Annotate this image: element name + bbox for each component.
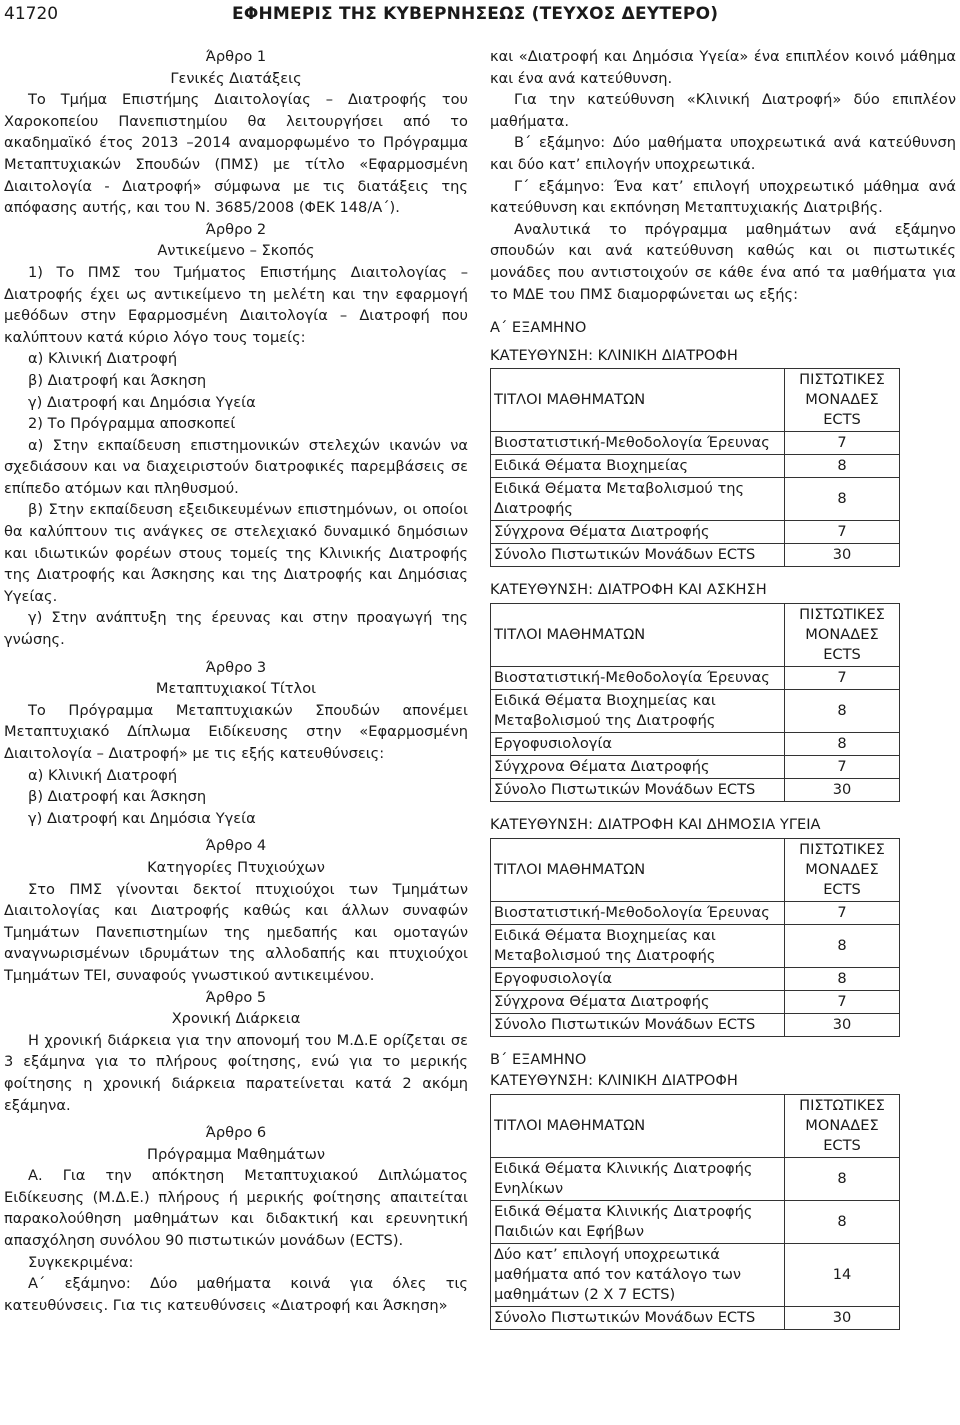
course-title: Ειδικά Θέματα Βιοχημείας και Μεταβολισμού της Διατροφής (491, 924, 785, 967)
course-title: Δύο κατ’ επιλογή υποχρεωτικά μαθήματα από τον κατάλογο των μαθημάτων (2 Χ 7 ECTS) (491, 1243, 785, 1306)
course-credits: 8 (785, 732, 900, 755)
table-4-heading: ΚΑΤΕΥΘΥΝΣΗ: ΚΛΙΝΙΚΗ ΔΙΑΤΡΟΦΗ (490, 1072, 738, 1090)
table-header-row (491, 838, 900, 901)
table-header-row (491, 369, 900, 432)
course-title: Σύγχρονα Θέματα Διατροφής (491, 755, 785, 778)
course-title: Βιοστατιστική-Μεθοδολογία Έρευνας (491, 432, 785, 455)
table-row (491, 732, 900, 755)
table-header-row (491, 603, 900, 666)
course-credits: 14 (785, 1243, 900, 1306)
article-2-item-2: 2) Το Πρόγραμμα αποσκοπεί (28, 415, 236, 433)
table-row (491, 755, 900, 778)
total-label: Σύνολο Πιστωτικών Μονάδων ECTS (491, 1306, 785, 1329)
course-table-public-health-a (490, 838, 900, 1037)
right-text-5: Αναλυτικά το πρόγραμμα μαθημάτων ανά εξάμηνο σπουδών και ανά κατεύθυνση καθώς και οι πιστωτικές μονάδες που αντιστοιχούν σε κάθε ένα από τα μαθήματα για το ΜΔΕ του ΠΜΣ διαμορφώνεται ως εξής: (490, 220, 956, 303)
course-title: Ειδικά Θέματα Μεταβολισμού της Διατροφής (491, 478, 785, 521)
article-5-text: Η χρονική διάρκεια για την απονομή του Μ.Δ.Ε ορίζεται σε 3 εξάμηνα για το πλήρους φοίτησης, ενώ για το μερικής φοίτησης η χρονική διάρκεια παρατείνεται κατά 2 ακόμη εξάμηνα. (4, 1031, 468, 1114)
table-3-heading: ΚΑΤΕΥΘΥΝΣΗ: ΔΙΑΤΡΟΦΗ ΚΑΙ ΔΗΜΟΣΙΑ ΥΓΕΙΑ (490, 815, 821, 833)
table-row (491, 901, 900, 924)
col-title-header: ΤΙΤΛΟΙ ΜΑΘΗΜΑΤΩΝ (491, 838, 785, 901)
table-1-heading: ΚΑΤΕΥΘΥΝΣΗ: ΚΛΙΝΙΚΗ ΔΙΑΤΡΟΦΗ (490, 346, 738, 364)
course-title: Εργοφυσιολογία (491, 967, 785, 990)
article-2-text-4: γ) Στην ανάπτυξη της έρευνας και στην προαγωγή της γνώσης. (4, 609, 468, 649)
page-header (0, 0, 960, 34)
article-2-text-3: β) Στην εκπαίδευση εξειδικευμένων επιστημόνων, οι οποίοι θα καλύπτουν τις ανάγκες σε στελεχιακό δυναμικό δημόσιων και ιδιωτικών φορέων στους τομείς της Κλινικής Διατροφής της Διατροφής και Άσκησης και της Διατροφής και Δημόσιας Υγείας. (4, 501, 468, 605)
table-total-row (491, 1013, 900, 1036)
page-number: 41720 (4, 4, 59, 24)
article-2-item-b: β) Διατροφή και Άσκηση (28, 371, 207, 389)
total-credits: 30 (785, 544, 900, 567)
table-row (491, 478, 900, 521)
course-title: Ειδικά Θέματα Βιοχημείας και Μεταβολισμού της Διατροφής (491, 689, 785, 732)
course-title: Σύγχρονα Θέματα Διατροφής (491, 521, 785, 544)
course-credits: 8 (785, 967, 900, 990)
table-row (491, 455, 900, 478)
table-total-row (491, 544, 900, 567)
total-credits: 30 (785, 1306, 900, 1329)
article-2-text-2: α) Στην εκπαίδευση επιστημονικών στελεχών ικανών να σχεδιάσουν και να διαχειριστούν διατροφικές παρεμβάσεις σε επίπεδο ατόμων και πληθυσμού. (4, 436, 468, 497)
article-6-title: Άρθρο 6 (205, 1124, 267, 1142)
right-text-4: Γ΄ εξάμηνο: Ένα κατ’ επιλογή υποχρεωτικό μάθημα ανά κατεύθυνση και εκπόνηση Μεταπτυχιακής Διατριβής. (490, 177, 956, 217)
semester-b-heading: Β΄ ΕΞΑΜΗΝΟ (490, 1050, 587, 1068)
article-6-text-2: Συγκεκριμένα: (28, 1253, 134, 1271)
article-2-item-c: γ) Διατροφή και Δημόσια Υγεία (28, 393, 256, 411)
col-credits-header: ΠΙΣΤΩΤΙΚΕΣ ΜΟΝΑΔΕΣ ECTS (785, 369, 900, 432)
table-row (491, 1243, 900, 1306)
course-table-clinical-b (490, 1094, 900, 1330)
course-credits: 8 (785, 1157, 900, 1200)
semester-a-heading: Α΄ ΕΞΑΜΗΝΟ (490, 319, 587, 337)
total-label: Σύνολο Πιστωτικών Μονάδων ECTS (491, 1013, 785, 1036)
right-column (490, 46, 956, 1330)
course-title: Ειδικά Θέματα Βιοχημείας (491, 455, 785, 478)
course-credits: 7 (785, 755, 900, 778)
article-1-text: Το Τμήμα Επιστήμης Διαιτολογίας – Διατροφής του Χαροκοπείου Πανεπιστημίου θα λειτουργήσει από το ακαδημαϊκό έτος 2013 –2014 αναμορφωμένο το Πρόγραμμα Μεταπτυχιακών Σπουδών (ΠΜΣ) με τίτλο «Εφαρμοσμένη Διαιτολογία - Διατροφή» σύμφωνα με τις διατάξεις της απόφασης αυτής, και του Ν. 3685/2008 (ΦΕΚ 148/Α΄). (4, 91, 468, 217)
article-4-title: Άρθρο 4 (205, 837, 267, 855)
article-6-subtitle: Πρόγραμμα Μαθημάτων (147, 1145, 325, 1163)
table-row (491, 432, 900, 455)
total-label: Σύνολο Πιστωτικών Μονάδων ECTS (491, 778, 785, 801)
total-credits: 30 (785, 1013, 900, 1036)
article-6-text-1: Α. Για την απόκτηση Μεταπτυχιακού Διπλώματος Ειδίκευσης (Μ.Δ.Ε.) πλήρους ή μερικής φοίτησης απαιτείται παρακολούθηση μαθημάτων και διδακτική και ερευνητική απασχόληση συνόλου 90 πιστωτικών μονάδων (ECTS). (4, 1167, 468, 1250)
col-title-header: ΤΙΤΛΟΙ ΜΑΘΗΜΑΤΩΝ (491, 1094, 785, 1157)
table-row (491, 689, 900, 732)
course-credits: 7 (785, 901, 900, 924)
table-row (491, 1157, 900, 1200)
col-credits-header: ΠΙΣΤΩΤΙΚΕΣ ΜΟΝΑΔΕΣ ECTS (785, 1094, 900, 1157)
article-2-text-1: 1) Το ΠΜΣ του Τμήματος Επιστήμης Διαιτολογίας – Διατροφής έχει ως αντικείμενο τη μελέτη και την εφαρμογή μεθόδων στην Εφαρμοσμένη Διαιτολογία – Διατροφή που καλύπτουν κατά κύριο λόγο τους τομείς: (4, 263, 468, 346)
course-table-clinical-a (490, 368, 900, 567)
article-3-title: Άρθρο 3 (205, 658, 267, 676)
course-title: Σύγχρονα Θέματα Διατροφής (491, 990, 785, 1013)
col-title-header: ΤΙΤΛΟΙ ΜΑΘΗΜΑΤΩΝ (491, 369, 785, 432)
course-credits: 7 (785, 521, 900, 544)
total-credits: 30 (785, 778, 900, 801)
table-total-row (491, 778, 900, 801)
course-title: Βιοστατιστική-Μεθοδολογία Έρευνας (491, 901, 785, 924)
course-credits: 7 (785, 666, 900, 689)
gazette-title: ΕΦΗΜΕΡΙΣ ΤΗΣ ΚΥΒΕΡΝΗΣΕΩΣ (ΤΕΥΧΟΣ ΔΕΥΤΕΡΟ) (232, 4, 719, 24)
article-6-text-3: Α΄ εξάμηνο: Δύο μαθήματα κοινά για όλες τις κατευθύνσεις. Για τις κατευθύνσεις «Διατροφή και Άσκηση» (4, 1275, 468, 1314)
col-credits-header: ΠΙΣΤΩΤΙΚΕΣ ΜΟΝΑΔΕΣ ECTS (785, 838, 900, 901)
table-row (491, 521, 900, 544)
article-4-text: Στο ΠΜΣ γίνονται δεκτοί πτυχιούχοι των Τμημάτων Διαιτολογίας και Διατροφής καθώς και άλλων συναφών Τμημάτων Πανεπιστημίων της ημεδαπής και ομοταγών αναγνωρισμένων ιδρυμάτων της αλλοδαπής και πτυχιούχοι Τμημάτων ΤΕΙ, συναφούς γνωστικού αντικειμένου. (4, 880, 468, 984)
right-text-3: Β΄ εξάμηνο: Δύο μαθήματα υποχρεωτικά ανά κατεύθυνση και δύο κατ’ επιλογήν υποχρεωτικά. (490, 134, 956, 173)
course-title: Ειδικά Θέματα Κλινικής Διατροφής Ενηλίκων (491, 1157, 785, 1200)
total-label: Σύνολο Πιστωτικών Μονάδων ECTS (491, 544, 785, 567)
course-credits: 8 (785, 924, 900, 967)
course-title: Βιοστατιστική-Μεθοδολογία Έρευνας (491, 666, 785, 689)
left-column (4, 46, 468, 1316)
article-4-subtitle: Κατηγορίες Πτυχιούχων (147, 858, 325, 876)
course-credits: 8 (785, 455, 900, 478)
table-row (491, 924, 900, 967)
course-credits: 7 (785, 432, 900, 455)
article-1-subtitle: Γενικές Διατάξεις (170, 69, 302, 87)
table-total-row (491, 1306, 900, 1329)
right-text-2: Για την κατεύθυνση «Κλινική Διατροφή» δύο επιπλέον μαθήματα. (490, 91, 956, 130)
course-credits: 8 (785, 689, 900, 732)
article-3-item-a: α) Κλινική Διατροφή (28, 766, 178, 784)
article-3-text: Το Πρόγραμμα Μεταπτυχιακών Σπουδών απονέμει Μεταπτυχιακό Δίπλωμα Ειδίκευσης στην «Εφαρμοσμένη Διαιτολογία – Διατροφή» με τις εξής κατευθύνσεις: (4, 701, 468, 762)
article-2-subtitle: Αντικείμενο – Σκοπός (157, 242, 315, 260)
course-credits: 7 (785, 990, 900, 1013)
article-1-title: Άρθρο 1 (205, 48, 267, 65)
course-credits: 8 (785, 1200, 900, 1243)
table-2-heading: ΚΑΤΕΥΘΥΝΣΗ: ΔΙΑΤΡΟΦΗ ΚΑΙ ΑΣΚΗΣΗ (490, 581, 767, 599)
col-credits-header: ΠΙΣΤΩΤΙΚΕΣ ΜΟΝΑΔΕΣ ECTS (785, 603, 900, 666)
col-title-header: ΤΙΤΛΟΙ ΜΑΘΗΜΑΤΩΝ (491, 603, 785, 666)
table-row (491, 990, 900, 1013)
table-row (491, 1200, 900, 1243)
article-5-title: Άρθρο 5 (205, 988, 267, 1006)
table-header-row (491, 1094, 900, 1157)
course-title: Ειδικά Θέματα Κλινικής Διατροφής Παιδιών και Εφήβων (491, 1200, 785, 1243)
article-3-subtitle: Μεταπτυχιακοί Τίτλοι (155, 680, 317, 698)
article-3-item-c: γ) Διατροφή και Δημόσια Υγεία (28, 809, 256, 827)
table-row (491, 666, 900, 689)
course-table-exercise-a (490, 603, 900, 802)
article-3-item-b: β) Διατροφή και Άσκηση (28, 788, 207, 806)
table-row (491, 967, 900, 990)
right-text-1: και «Διατροφή και Δημόσια Υγεία» ένα επιπλέον κοινό μάθημα και ένα ανά κατεύθυνση. (490, 48, 956, 87)
article-2-item-a: α) Κλινική Διατροφή (28, 350, 178, 368)
course-title: Εργοφυσιολογία (491, 732, 785, 755)
course-credits: 8 (785, 478, 900, 521)
article-5-subtitle: Χρονική Διάρκεια (171, 1010, 301, 1028)
article-2-title: Άρθρο 2 (205, 220, 267, 238)
